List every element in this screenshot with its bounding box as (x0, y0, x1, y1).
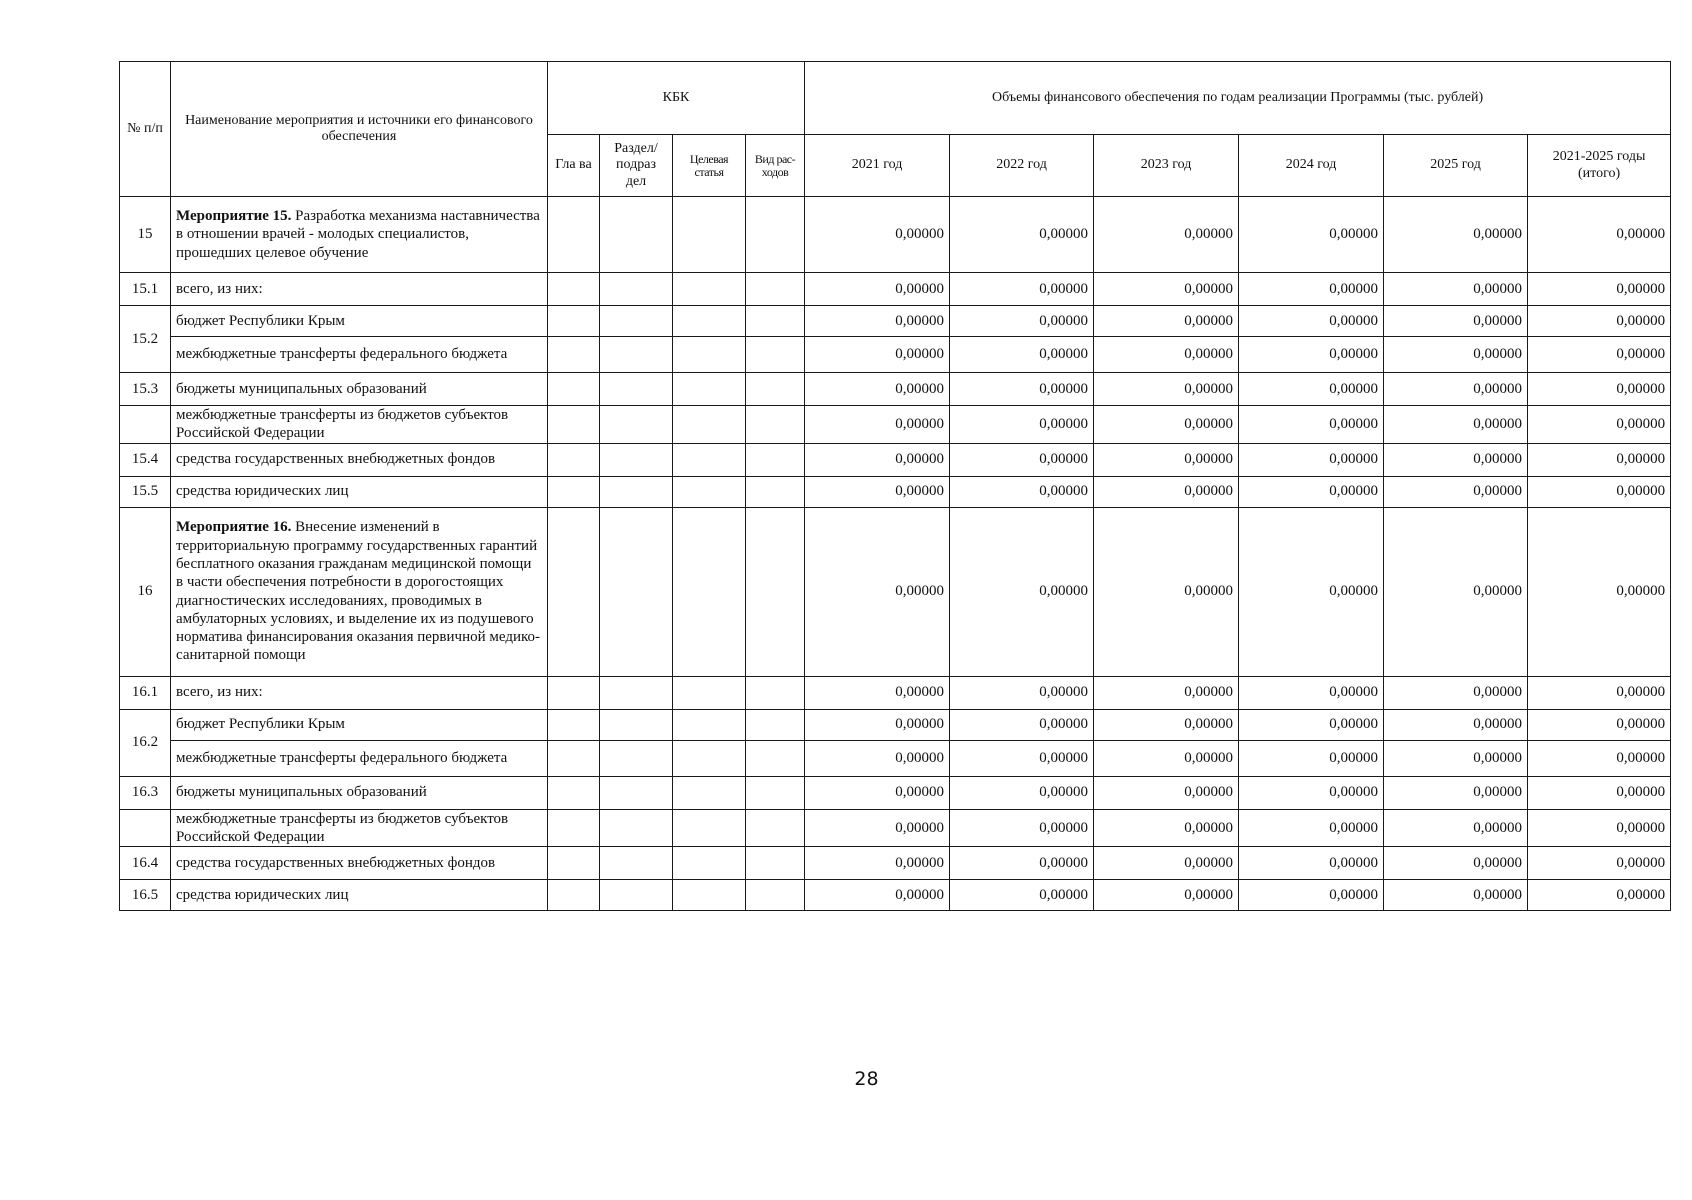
kbk-cell (673, 337, 746, 373)
kbk-cell (746, 809, 805, 847)
value-cell: 0,00000 (1239, 809, 1384, 847)
table-row (120, 809, 1671, 847)
kbk-cell (548, 880, 600, 911)
value-cell: 0,00000 (805, 406, 950, 444)
value-cell: 0,00000 (1239, 740, 1384, 776)
source-name: бюджет Республики Крым (171, 306, 548, 337)
value-cell: 0,00000 (1384, 809, 1528, 847)
kbk-cell (548, 809, 600, 847)
value-cell: 0,00000 (1239, 507, 1384, 676)
table-row (120, 337, 1671, 373)
value-cell: 0,00000 (1094, 776, 1239, 809)
value-cell: 0,00000 (1528, 740, 1671, 776)
table-row (120, 880, 1671, 911)
source-name: бюджеты муниципальных образований (171, 373, 548, 406)
kbk-cell (600, 273, 673, 306)
kbk-cell (548, 337, 600, 373)
value-cell: 0,00000 (950, 880, 1094, 911)
table-row (120, 273, 1671, 306)
kbk-cell (600, 507, 673, 676)
table-row (120, 373, 1671, 406)
value-cell: 0,00000 (805, 443, 950, 476)
value-cell: 0,00000 (805, 197, 950, 273)
value-cell: 0,00000 (1384, 337, 1528, 373)
value-cell: 0,00000 (1239, 306, 1384, 337)
value-cell: 0,00000 (1239, 880, 1384, 911)
kbk-cell (600, 776, 673, 809)
kbk-cell (600, 306, 673, 337)
table-row (120, 406, 1671, 444)
measure-title-text: Внесение изменений в территориальную программу государственных гарантий бесплатного оказания гражданам медицинской помощи в части обеспечения потребности в дорогостоящих диагностических исследованиях, проводимых в амбулаторных условиях, и выделение их из подушевого норматива финансирования оказания первичной медико-санитарной помощи (176, 519, 541, 664)
kbk-cell (746, 406, 805, 444)
kbk-cell (548, 709, 600, 740)
kbk-cell (600, 847, 673, 880)
kbk-cell (548, 197, 600, 273)
value-cell: 0,00000 (950, 406, 1094, 444)
row-number: 16.2 (120, 709, 171, 776)
table-row (120, 709, 1671, 740)
kbk-cell (673, 443, 746, 476)
value-cell: 0,00000 (1384, 273, 1528, 306)
year-col-header: 2021-2025 годы (итого) (1528, 135, 1671, 197)
value-cell: 0,00000 (1528, 809, 1671, 847)
source-name: всего, из них: (171, 676, 548, 709)
kbk-cell (548, 847, 600, 880)
value-cell: 0,00000 (950, 709, 1094, 740)
value-cell: 0,00000 (1094, 306, 1239, 337)
value-cell: 0,00000 (950, 809, 1094, 847)
source-name: средства государственных внебюджетных фондов (171, 443, 548, 476)
value-cell: 0,00000 (805, 676, 950, 709)
value-cell: 0,00000 (1094, 197, 1239, 273)
value-cell: 0,00000 (805, 507, 950, 676)
row-number: 15.3 (120, 373, 171, 406)
value-cell: 0,00000 (950, 476, 1094, 507)
financing-table (119, 61, 1671, 911)
year-col-header: 2022 год (950, 135, 1094, 197)
source-name: межбюджетные трансферты федерального бюджета (171, 337, 548, 373)
value-cell: 0,00000 (1239, 197, 1384, 273)
value-cell: 0,00000 (1094, 709, 1239, 740)
value-cell: 0,00000 (950, 306, 1094, 337)
value-cell: 0,00000 (805, 809, 950, 847)
value-cell: 0,00000 (950, 337, 1094, 373)
value-cell: 0,00000 (1239, 273, 1384, 306)
year-col-header: 2021 год (805, 135, 950, 197)
kbk-cell (548, 443, 600, 476)
source-name: межбюджетные трансферты из бюджетов субъектов Российской Федерации (171, 406, 548, 444)
kbk-cell (746, 443, 805, 476)
year-col-header: 2024 год (1239, 135, 1384, 197)
value-cell: 0,00000 (1239, 847, 1384, 880)
value-cell: 0,00000 (805, 337, 950, 373)
source-name: бюджеты муниципальных образований (171, 776, 548, 809)
kbk-cell (746, 676, 805, 709)
kbk-cell (673, 709, 746, 740)
kbk-cell (746, 740, 805, 776)
kbk-cell (673, 507, 746, 676)
value-cell: 0,00000 (1094, 337, 1239, 373)
table-row (120, 676, 1671, 709)
source-name: межбюджетные трансферты федерального бюджета (171, 740, 548, 776)
kbk-col-header: Гла ва (548, 135, 600, 197)
measure-title (171, 197, 548, 273)
table-row (120, 306, 1671, 337)
kbk-cell (548, 306, 600, 337)
value-cell: 0,00000 (1239, 443, 1384, 476)
value-cell: 0,00000 (1528, 406, 1671, 444)
value-cell: 0,00000 (1528, 197, 1671, 273)
value-cell: 0,00000 (1384, 443, 1528, 476)
value-cell: 0,00000 (805, 740, 950, 776)
row-number: 15.2 (120, 306, 171, 373)
kbk-cell (600, 740, 673, 776)
row-number: 15.5 (120, 476, 171, 507)
kbk-cell (746, 273, 805, 306)
kbk-cell (600, 443, 673, 476)
value-cell: 0,00000 (1528, 443, 1671, 476)
measure-title-bold: Мероприятие 15. (176, 208, 292, 225)
value-cell: 0,00000 (1094, 847, 1239, 880)
table-row (120, 776, 1671, 809)
table-header (120, 62, 1671, 197)
kbk-cell (600, 337, 673, 373)
value-cell: 0,00000 (1094, 676, 1239, 709)
kbk-cell (600, 709, 673, 740)
table-row (120, 443, 1671, 476)
kbk-cell (746, 197, 805, 273)
value-cell: 0,00000 (1384, 740, 1528, 776)
value-cell: 0,00000 (1528, 507, 1671, 676)
kbk-cell (548, 406, 600, 444)
value-cell: 0,00000 (1528, 273, 1671, 306)
value-cell: 0,00000 (1384, 306, 1528, 337)
kbk-cell (673, 306, 746, 337)
row-number: 16.3 (120, 776, 171, 809)
source-name: средства юридических лиц (171, 476, 548, 507)
kbk-cell (600, 406, 673, 444)
value-cell: 0,00000 (805, 306, 950, 337)
value-cell: 0,00000 (1528, 847, 1671, 880)
kbk-cell (673, 847, 746, 880)
source-name: средства юридических лиц (171, 880, 548, 911)
value-cell: 0,00000 (950, 373, 1094, 406)
row-number: 15 (120, 197, 171, 273)
kbk-cell (600, 809, 673, 847)
row-number: 15.1 (120, 273, 171, 306)
value-cell: 0,00000 (1528, 306, 1671, 337)
table-row (120, 847, 1671, 880)
value-cell: 0,00000 (1384, 776, 1528, 809)
kbk-cell (548, 507, 600, 676)
value-cell: 0,00000 (1094, 507, 1239, 676)
kbk-cell (548, 476, 600, 507)
value-cell: 0,00000 (950, 676, 1094, 709)
row-number: 16.1 (120, 676, 171, 709)
value-cell: 0,00000 (1528, 709, 1671, 740)
source-name: межбюджетные трансферты из бюджетов субъектов Российской Федерации (171, 809, 548, 847)
col-header-name: Наименование мероприятия и источники его финансового обеспечения (171, 62, 548, 197)
kbk-cell (600, 676, 673, 709)
value-cell: 0,00000 (1094, 880, 1239, 911)
kbk-cell (746, 847, 805, 880)
kbk-cell (746, 507, 805, 676)
kbk-cell (673, 406, 746, 444)
value-cell: 0,00000 (950, 273, 1094, 306)
kbk-cell (548, 776, 600, 809)
value-cell: 0,00000 (1094, 476, 1239, 507)
value-cell: 0,00000 (1528, 476, 1671, 507)
kbk-cell (548, 373, 600, 406)
source-name: средства государственных внебюджетных фондов (171, 847, 548, 880)
value-cell: 0,00000 (950, 197, 1094, 273)
value-cell: 0,00000 (1239, 709, 1384, 740)
kbk-col-header: Целевая статья (673, 135, 746, 197)
value-cell: 0,00000 (1239, 337, 1384, 373)
kbk-col-header: Раздел/ подраз дел (600, 135, 673, 197)
value-cell: 0,00000 (805, 373, 950, 406)
value-cell: 0,00000 (1528, 880, 1671, 911)
value-cell: 0,00000 (1094, 809, 1239, 847)
kbk-cell (746, 476, 805, 507)
row-number: 16.4 (120, 847, 171, 880)
row-number: 16.5 (120, 880, 171, 911)
kbk-cell (600, 476, 673, 507)
value-cell: 0,00000 (1384, 373, 1528, 406)
kbk-cell (746, 880, 805, 911)
value-cell: 0,00000 (1094, 443, 1239, 476)
kbk-cell (673, 197, 746, 273)
kbk-cell (548, 676, 600, 709)
value-cell: 0,00000 (1384, 709, 1528, 740)
value-cell: 0,00000 (1384, 676, 1528, 709)
kbk-cell (673, 880, 746, 911)
value-cell: 0,00000 (805, 776, 950, 809)
value-cell: 0,00000 (1384, 406, 1528, 444)
kbk-cell (746, 373, 805, 406)
col-header-kbk: КБК (548, 62, 805, 135)
value-cell: 0,00000 (1094, 273, 1239, 306)
kbk-cell (746, 776, 805, 809)
table-body (120, 197, 1671, 911)
kbk-cell (600, 880, 673, 911)
kbk-cell (746, 337, 805, 373)
kbk-cell (746, 306, 805, 337)
row-number (120, 809, 171, 847)
row-number: 15.4 (120, 443, 171, 476)
kbk-cell (600, 197, 673, 273)
value-cell: 0,00000 (1239, 406, 1384, 444)
value-cell: 0,00000 (805, 880, 950, 911)
value-cell: 0,00000 (950, 443, 1094, 476)
value-cell: 0,00000 (950, 776, 1094, 809)
year-col-header: 2025 год (1384, 135, 1528, 197)
value-cell: 0,00000 (1094, 740, 1239, 776)
kbk-cell (548, 273, 600, 306)
kbk-cell (673, 373, 746, 406)
kbk-cell (746, 709, 805, 740)
value-cell: 0,00000 (1384, 880, 1528, 911)
measure-title-text: Разработка механизма наставничества в отношении врачей - молодых специалистов, прошедших целевое обучение (176, 208, 540, 261)
measure-row (120, 507, 1671, 676)
value-cell: 0,00000 (1384, 197, 1528, 273)
measure-row (120, 197, 1671, 273)
kbk-cell (673, 809, 746, 847)
kbk-cell (673, 273, 746, 306)
value-cell: 0,00000 (1528, 373, 1671, 406)
source-name: бюджет Республики Крым (171, 709, 548, 740)
value-cell: 0,00000 (1094, 373, 1239, 406)
value-cell: 0,00000 (1239, 476, 1384, 507)
row-number: 16 (120, 507, 171, 676)
year-col-header: 2023 год (1094, 135, 1239, 197)
value-cell: 0,00000 (805, 709, 950, 740)
kbk-cell (673, 476, 746, 507)
value-cell: 0,00000 (950, 740, 1094, 776)
kbk-cell (673, 776, 746, 809)
col-header-num: № п/п (120, 62, 171, 197)
value-cell: 0,00000 (1528, 337, 1671, 373)
value-cell: 0,00000 (1239, 676, 1384, 709)
value-cell: 0,00000 (950, 847, 1094, 880)
source-name: всего, из них: (171, 273, 548, 306)
kbk-cell (600, 373, 673, 406)
value-cell: 0,00000 (1239, 373, 1384, 406)
col-header-volumes: Объемы финансового обеспечения по годам реализации Программы (тыс. рублей) (805, 62, 1671, 135)
value-cell: 0,00000 (805, 847, 950, 880)
table-row (120, 476, 1671, 507)
value-cell: 0,00000 (950, 507, 1094, 676)
kbk-col-header: Вид рас- ходов (746, 135, 805, 197)
kbk-cell (673, 740, 746, 776)
page-number: 28 (854, 1068, 879, 1090)
measure-title-bold: Мероприятие 16. (176, 519, 292, 536)
kbk-cell (548, 740, 600, 776)
value-cell: 0,00000 (1528, 776, 1671, 809)
table-row (120, 740, 1671, 776)
value-cell: 0,00000 (1384, 476, 1528, 507)
kbk-cell (673, 676, 746, 709)
value-cell: 0,00000 (805, 273, 950, 306)
value-cell: 0,00000 (1528, 676, 1671, 709)
value-cell: 0,00000 (1239, 776, 1384, 809)
value-cell: 0,00000 (805, 476, 950, 507)
value-cell: 0,00000 (1384, 847, 1528, 880)
value-cell: 0,00000 (1094, 406, 1239, 444)
row-number (120, 406, 171, 444)
measure-title (171, 507, 548, 676)
value-cell: 0,00000 (1384, 507, 1528, 676)
